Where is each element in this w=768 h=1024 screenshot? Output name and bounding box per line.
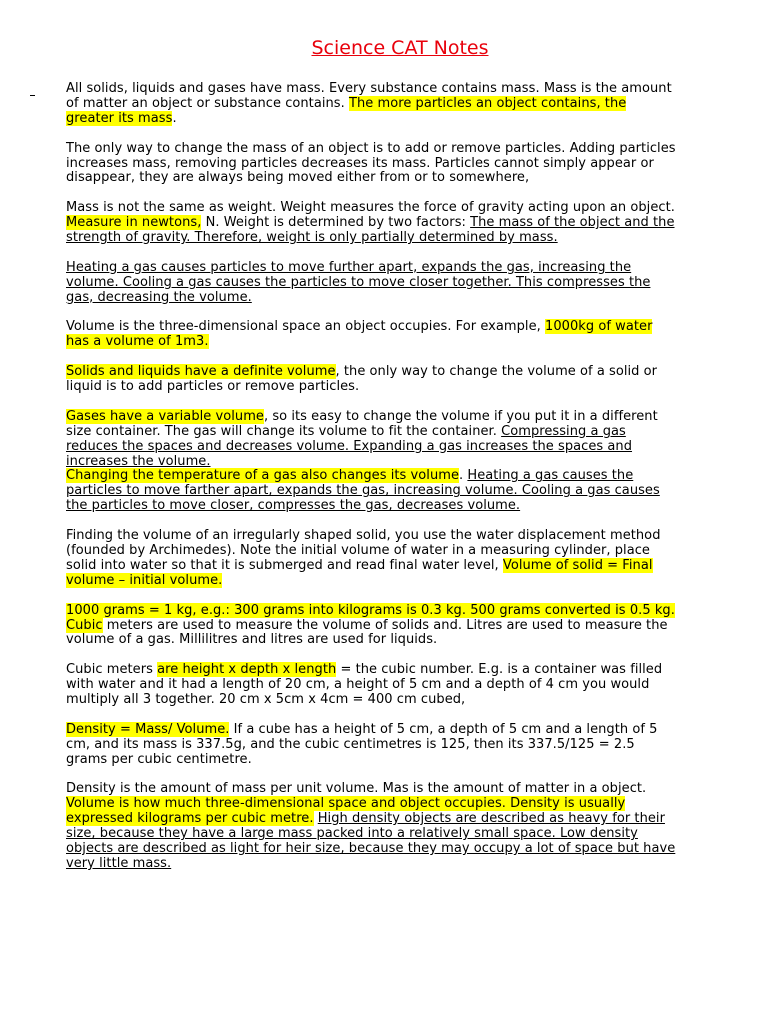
paragraph-displacement [66,529,678,589]
highlighted-text: Solids and liquids have a definite volume [66,364,336,380]
highlighted-text: Density = Mass/ Volume. [66,721,230,737]
text-run: Mass is not the same as weight. Weight measures the force of gravity acting upon an object. [66,200,675,216]
paragraph-heating-gas [66,261,678,306]
text-run: , so its easy to change the volume if you put it in a different size container. The gas will change its volume to fit the container. [66,408,658,439]
paragraph-solids-liquids [66,365,678,395]
paragraph-change-mass [66,142,678,187]
paragraph-temperature [66,469,678,514]
text-run: . [459,468,468,484]
paragraph-density-formula [66,723,678,768]
highlighted-text: Changing the temperature of a gas also changes its volume [66,468,460,484]
highlighted-text: Measure in newtons, [66,215,202,231]
highlighted-text: Volume of solid = Final volume – initial volume. [66,557,653,588]
underlined-text: Heating a gas causes particles to move further apart, expands the gas, increasing the volume. Cooling a gas causes the particles to move closer together. This compresses the gas, decreasing the volume. [66,259,651,305]
text-run: meters are used to measure the volume of solids and. Litres are used to measure the volume of a gas. Millilitres and litres are used for liquids. [66,617,668,648]
highlighted-text: are height x depth x length [157,662,337,678]
highlighted-text: 1000kg of water has a volume of 1m3. [66,319,653,350]
page-title: Science CAT Notes [311,37,489,59]
text-run: If a cube has a height of 5 cm, a depth of 5 cm and a length of 5 cm, and its mass is 337.5g, and the cubic centimetres is 125, then its 337.5/125 = 2.5 grams per cubic centimetre. [66,721,658,767]
paragraph-units [66,604,678,649]
paragraph-cubic [66,663,678,708]
text-run: Volume is the three-dimensional space an object occupies. For example, [66,319,546,335]
text-run: N. Weight is determined by two factors: [201,215,471,231]
text-run: Cubic meters [66,662,158,678]
highlighted-text: Volume is how much three-dimensional space and object occupies. Density is usually expressed kilograms per cubic metre. [66,796,626,827]
paragraph-gases-variable [66,410,678,470]
underlined-text: High density objects are described as heavy for their size, because they have a large mass packed into a relatively small space. Low density objects are described as light for heir size, because they may occupy a lot of space but have very little mass. [66,811,676,871]
text-run: Finding the volume of an irregularly shaped solid, you use the water displacement method (founded by Archimedes). Note the initial volume of water in a measuring cylinder, place solid into water so that it is submerged and read final water level, [66,528,661,573]
text-run: The only way to change the mass of an object is to add or remove particles. Adding particles increases mass, removing particles decreases its mass. Particles cannot simply appear or disappear, they are always being moved either from or to somewhere, [66,140,676,186]
underlined-text: Compressing a gas reduces the spaces and decreases volume. Expanding a gas increases the spaces and increases the volume. [66,423,633,469]
underlined-text: The mass of the object and the strength of gravity. Therefore, weight is only partially determined by mass. [66,215,675,246]
text-run: , the only way to change the volume of a solid or liquid is to add particles or remove particles. [66,364,658,395]
highlighted-text: The more particles an object contains, the greater its mass [66,95,627,126]
text-run: Density is the amount of mass per unit volume. Mas is the amount of matter in a object. [66,781,647,797]
document-body [66,82,678,887]
text-run: All solids, liquids and gases have mass. Every substance contains mass. Mass is the amount of matter an object or substance contains. [66,81,672,111]
underlined-text: Heating a gas causes the particles to move farther apart, expands the gas, increasing volume. Cooling a gas causes the particles to move closer, compresses the gas, decreases volume. [66,468,660,514]
text-run: . [172,110,177,126]
paragraph-weight [66,201,678,246]
stray-underline-mark [30,82,35,96]
text-run: = the cubic number. E.g. is a container was filled with water and it had a length of 20 cm, a height of 5 cm and a depth of 4 cm you would multiply all 3 together. 20 cm x 5cm x 4cm = 400 cm cubed, [66,662,663,708]
paragraph-density-definition [66,782,678,871]
highlighted-text: Gases have a variable volume [66,408,264,424]
highlighted-text: 1000 grams = 1 kg, e.g.: 300 grams into kilograms is 0.3 kg. 500 grams converted is 0.5 kg. Cubic [66,602,675,633]
paragraph-volume [66,320,678,350]
paragraph-mass-intro [66,82,678,127]
